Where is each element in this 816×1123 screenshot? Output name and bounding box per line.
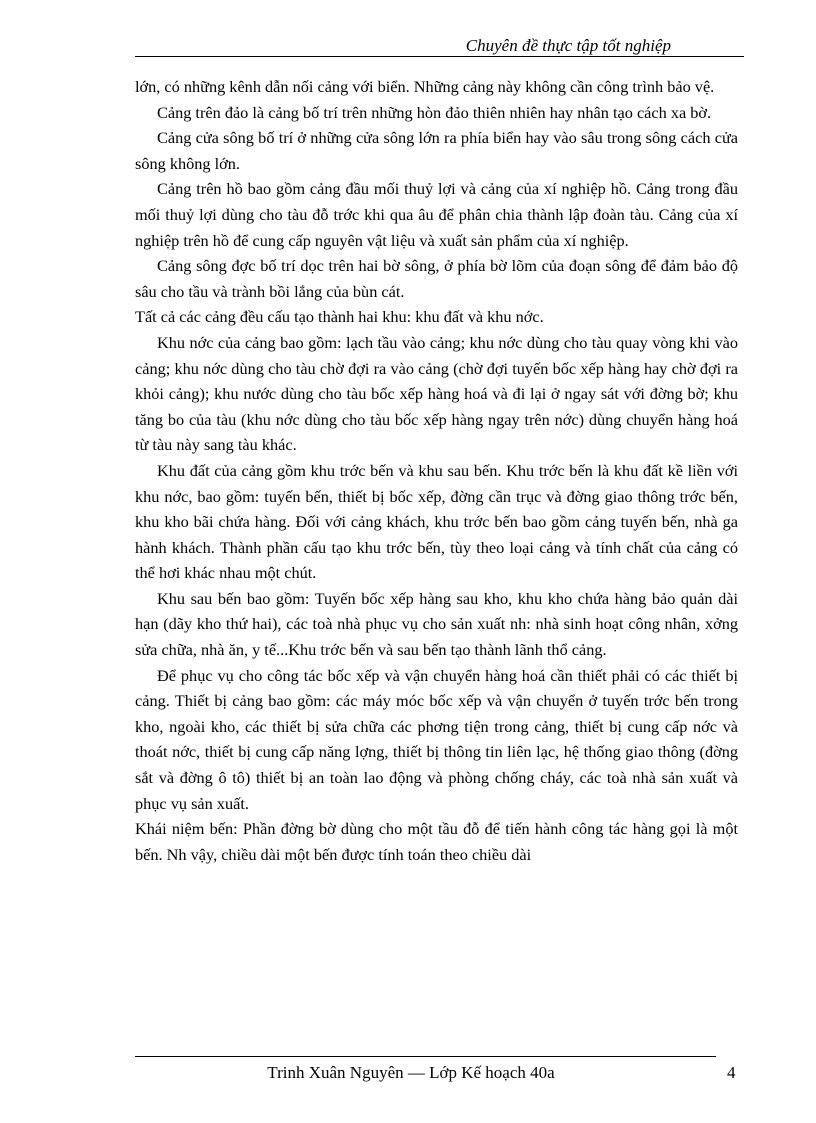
paragraph: Khu đất của cảng gồm khu trớc bến và khu sau bến. Khu trớc bến là khu đất kề liền với khu nớc, bao gồm: tuyến bến, thiết bị bốc xếp, đờng cần trục và đờng giao thông trớc bến, khu kho bãi chứa hàng. Đối với cảng khách, khu trớc bến bao gồm cảng tuyến bến, nhà ga hành khách. Thành phần cấu tạo khu trớc bến, tùy theo loại cảng và tính chất của cảng có thể hơi khác nhau một chút. [135, 460, 738, 583]
page-number: 4 [727, 1063, 736, 1082]
paragraph: Khu nớc của cảng bao gồm: lạch tầu vào cảng; khu nớc dùng cho tàu quay vòng khi vào cảng; khu nớc dùng cho tàu chờ đợi ra vào cảng (chờ đợi tuyến bốc xếp hàng hay chờ đợi ra khỏi cảng); khu nước dùng cho tàu bốc xếp hàng hoá và đi lại ở ngay sát với đờng bờ; khu tăng bo của tàu (khu nớc dùng cho tàu bốc xếp hàng ngay trên nớc) dùng chuyển hàng hoá từ tàu này sang tàu khác. [135, 332, 738, 455]
header-rule [135, 56, 744, 57]
footer-rule [135, 1056, 716, 1057]
paragraph: Để phục vụ cho công tác bốc xếp và vận chuyển hàng hoá cần thiết phải có các thiết bị cảng. Thiết bị cảng bao gồm: các máy móc bốc xếp và vận chuyển ở tuyến trớc bến trong kho, ngoài kho, các thiết bị sửa chữa các phơng tiện trong cảng, thiết bị cung cấp nớc và thoát nớc, thiết bị cung cấp năng lợng, thiết bị thông tin liên lạc, hệ thống giao thông (đờng sắt và đờng ô tô) thiết bị an toàn lao động và phòng chống cháy, các toà nhà sản xuất và phục vụ sản xuất. [135, 665, 738, 813]
paragraph: Tất cả các cảng đều cấu tạo thành hai khu: khu đất và khu nớc. [135, 307, 544, 327]
paragraph: Khu sau bến bao gồm: Tuyến bốc xếp hàng sau kho, khu kho chứa hàng bảo quản dài hạn (dãy kho thứ hai), các toà nhà phục vụ cho sản xuất nh: nhà sinh hoạt công nhân, xởng sửa chữa, nhà ăn, y tế...Khu trớc bến và sau bến tạo thành lãnh thổ cảng. [135, 588, 738, 660]
paragraph: Cảng trên đảo là cảng bố trí trên những hòn đảo thiên nhiên hay nhân tạo cách xa bờ. [157, 102, 712, 122]
paragraph: Cảng cửa sông bố trí ở những cửa sông lớn ra phía biển hay vào sâu trong sông cách cửa sông không lớn. [135, 128, 738, 173]
paragraph: Khái niệm bến: Phần đờng bờ dùng cho một tầu đỗ để tiến hành công tác hàng gọi là một bến. Nh vậy, chiều dài một bến được tính toán theo chiều dài [135, 819, 738, 864]
footer-author: Trinh Xuân Nguyên — Lớp Kế hoạch 40a [267, 1063, 555, 1082]
body-text [135, 74, 738, 867]
paragraph: lớn, có những kênh dẫn nối cảng với biển. Những cảng này không cần công trình bảo vệ. [135, 77, 715, 96]
running-header-title: Chuyên đề thực tập tốt nghiệp [465, 36, 671, 55]
paragraph: Cảng trên hồ bao gồm cảng đầu mối thuỷ lợi và cảng của xí nghiệp hồ. Cảng trong đầu mối thuỷ lợi dùng cho tàu đỗ trớc khi qua âu để phân chia thành lập đoàn tàu. Cảng của xí nghiệp trên hồ để cung cấp nguyên vật liệu và xuất sản phẩm của xí nghiệp. [135, 179, 738, 250]
paragraph: Cảng sông đợc bố trí dọc trên hai bờ sông, ở phía bờ lõm của đoạn sông để đảm bảo độ sâu cho tầu và trành bồi lắng của bùn cát. [135, 256, 738, 301]
